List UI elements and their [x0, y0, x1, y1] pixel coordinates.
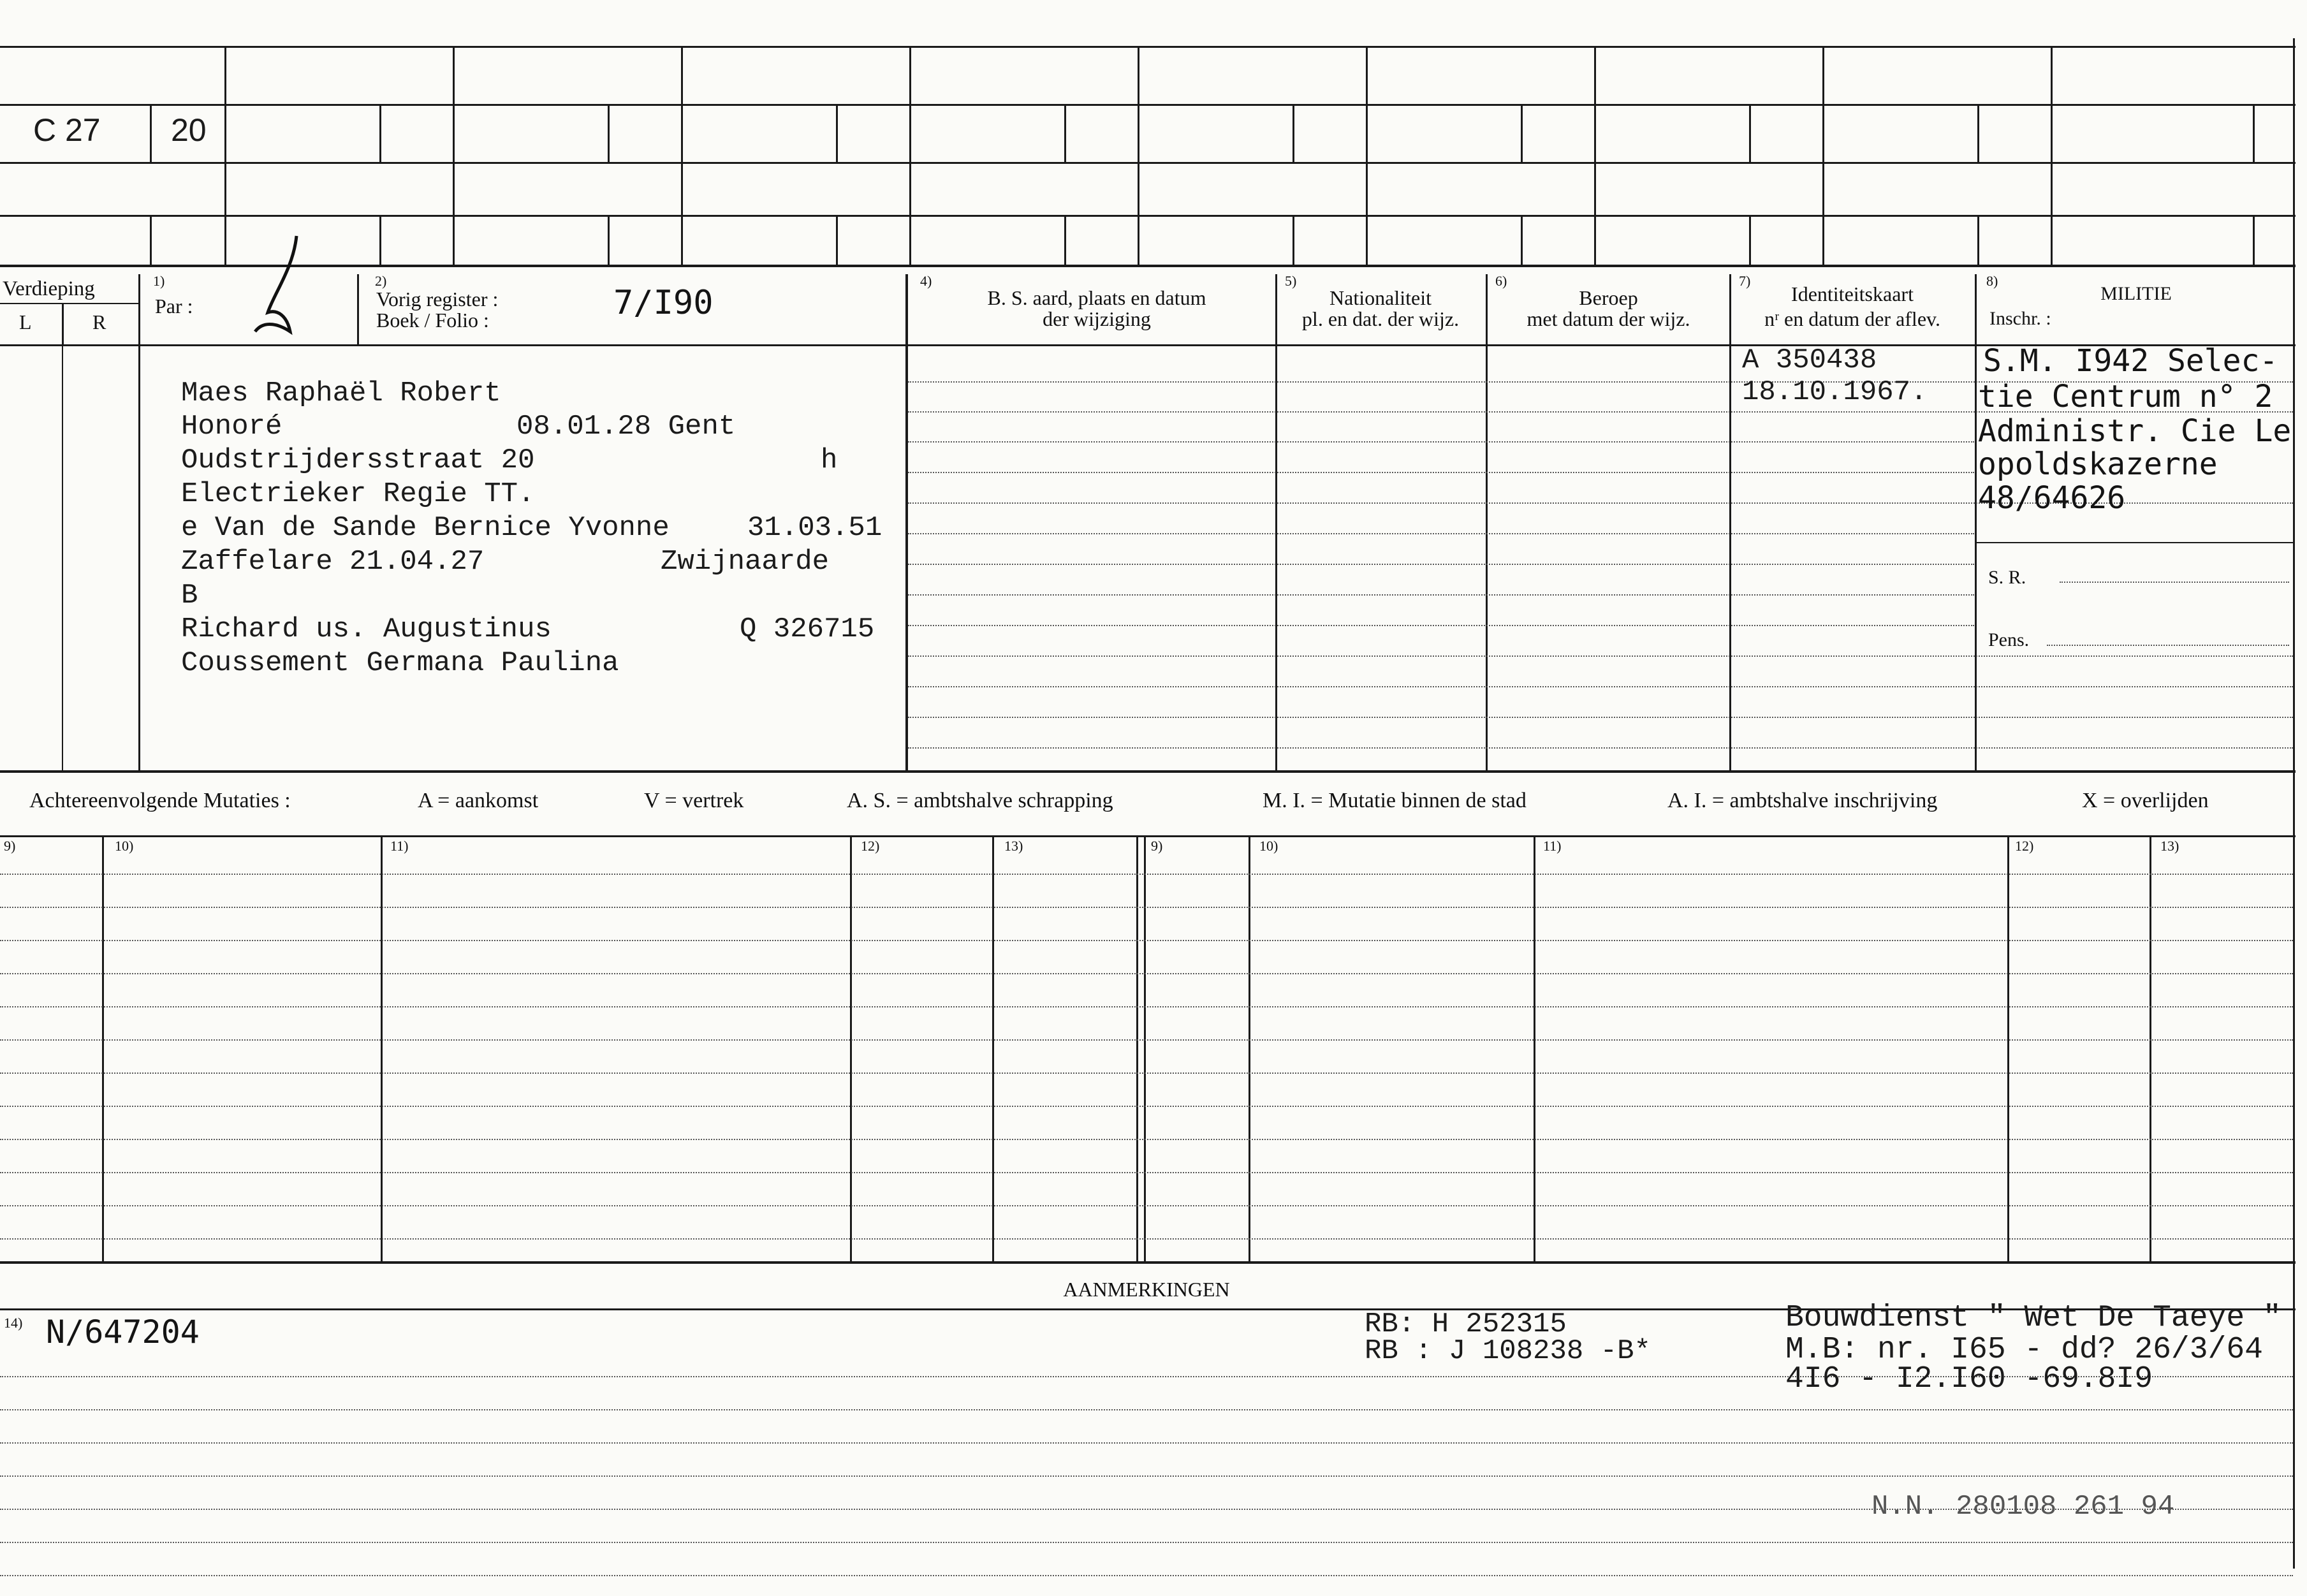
par-handwritten-mark — [242, 230, 319, 348]
mut-col12-left: 12) — [861, 838, 880, 854]
aanm-nn: N.N. 280108 261 94 — [1871, 1491, 2175, 1523]
militie-line-4: opoldskazerne — [1978, 446, 2218, 482]
militie-line-2: tie Centrum n° 2 — [1978, 379, 2273, 414]
mutatie-as: A. S. = ambtshalve schrapping — [847, 789, 1113, 812]
mut-col13-left: 13) — [1004, 838, 1023, 854]
nationaliteit-label: Nationaliteit — [1329, 286, 1432, 309]
aanm-ref: N/647204 — [46, 1314, 200, 1351]
militie-line-1: S.M. I942 Selec- — [1983, 343, 2278, 379]
folio-value: 7/I90 — [613, 284, 714, 322]
aanm-mb: M.B: nr. I65 - dd? 26/3/64 — [1785, 1333, 2263, 1367]
col8-num: 8) — [1986, 273, 1998, 289]
mutatie-a: A = aankomst — [418, 789, 539, 812]
militie-line-5: 48/64626 — [1978, 480, 2126, 516]
col1-num: 1) — [153, 273, 165, 289]
militie-line-3: Administr. Cie Le — [1978, 413, 2292, 449]
person-mother: Coussement Germana Paulina — [181, 647, 619, 679]
person-firstname-2: Honoré — [181, 411, 282, 443]
mut-col10-left: 10) — [115, 838, 134, 854]
mut-col11-right: 11) — [1543, 838, 1562, 854]
beroep-sub: met datum der wijz. — [1527, 307, 1690, 330]
person-address: Oudstrijdersstraat 20 — [181, 444, 535, 476]
bs-label-2: der wijziging — [1043, 307, 1151, 330]
identiteitskaart-sub: nʳ en datum der aflev. — [1764, 307, 1940, 330]
person-spouse-birth: Zaffelare 21.04.27 — [181, 546, 485, 578]
vorig-register-label: Vorig register : — [376, 288, 499, 311]
mutatie-ai: A. I. = ambtshalve inschrijving — [1667, 789, 1938, 812]
inschr-label: Inschr. : — [1989, 308, 2051, 329]
mut-col12-right: 12) — [2015, 838, 2034, 854]
verdieping-r: R — [92, 311, 106, 333]
person-name: Maes Raphaël Robert — [181, 377, 501, 409]
mut-col11-left: 11) — [390, 838, 409, 854]
mut-col9-right: 9) — [1151, 838, 1163, 854]
mut-col13-right: 13) — [2160, 838, 2179, 854]
sr-label: S. R. — [1988, 567, 2026, 588]
identiteitskaart-label: Identiteitskaart — [1791, 282, 1914, 305]
verdieping-l: L — [19, 311, 32, 333]
col4-num: 4) — [920, 273, 932, 289]
col7-num: 7) — [1739, 273, 1751, 289]
pens-label: Pens. — [1988, 629, 2030, 650]
mut-col9-left: 9) — [4, 838, 16, 854]
mutaties-title: Achtereenvolgende Mutaties : — [29, 789, 291, 812]
person-father: Richard us. Augustinus — [181, 613, 552, 645]
col5-num: 5) — [1285, 273, 1297, 289]
militie-label: MILITIE — [2100, 283, 2172, 304]
mut-col10-right: 10) — [1259, 838, 1278, 854]
mutatie-mi: M. I. = Mutatie binnen de stad — [1263, 789, 1527, 812]
person-h: h — [821, 444, 838, 476]
person-place: Zwijnaarde — [661, 546, 830, 578]
aanm-bouwdienst: Bouwdienst " Wet De Taeye " — [1785, 1301, 2281, 1335]
aanm-rb2: RB : J 108238 -B* — [1365, 1335, 1651, 1367]
person-marriage-date: 31.03.51 — [747, 512, 883, 544]
idcard-date: 18.10.1967. — [1742, 376, 1928, 408]
code-number: 20 — [171, 112, 207, 148]
code-c27: C 27 — [33, 112, 101, 148]
beroep-label: Beroep — [1579, 286, 1638, 309]
mutatie-v: V = vertrek — [644, 789, 744, 812]
col2-num: 2) — [375, 273, 387, 289]
nationaliteit-sub: pl. en dat. der wijz. — [1301, 307, 1460, 330]
person-b: B — [181, 580, 198, 611]
bs-label-1: B. S. aard, plaats en datum — [987, 286, 1206, 309]
person-spouse: e Van de Sande Bernice Yvonne — [181, 512, 670, 544]
verdieping-label: Verdieping — [3, 277, 95, 300]
aanm-code: 4I6 - I2.I60 -69.8I9 — [1785, 1362, 2153, 1396]
aanm-rb1: RB: H 252315 — [1365, 1308, 1567, 1340]
col6-num: 6) — [1495, 273, 1507, 289]
idcard-number: A 350438 — [1742, 344, 1877, 376]
mutaties-top-border — [0, 770, 2296, 773]
aanmerkingen-title: AANMERKINGEN — [1063, 1278, 1230, 1301]
boek-folio-label: Boek / Folio : — [376, 309, 489, 332]
person-birth: 08.01.28 Gent — [516, 411, 736, 443]
person-profession: Electrieker Regie TT. — [181, 478, 535, 510]
person-q-number: Q 326715 — [740, 613, 875, 645]
aanm-num: 14) — [4, 1315, 23, 1331]
par-label: Par : — [155, 295, 193, 318]
mutatie-x: X = overlijden — [2082, 789, 2209, 812]
